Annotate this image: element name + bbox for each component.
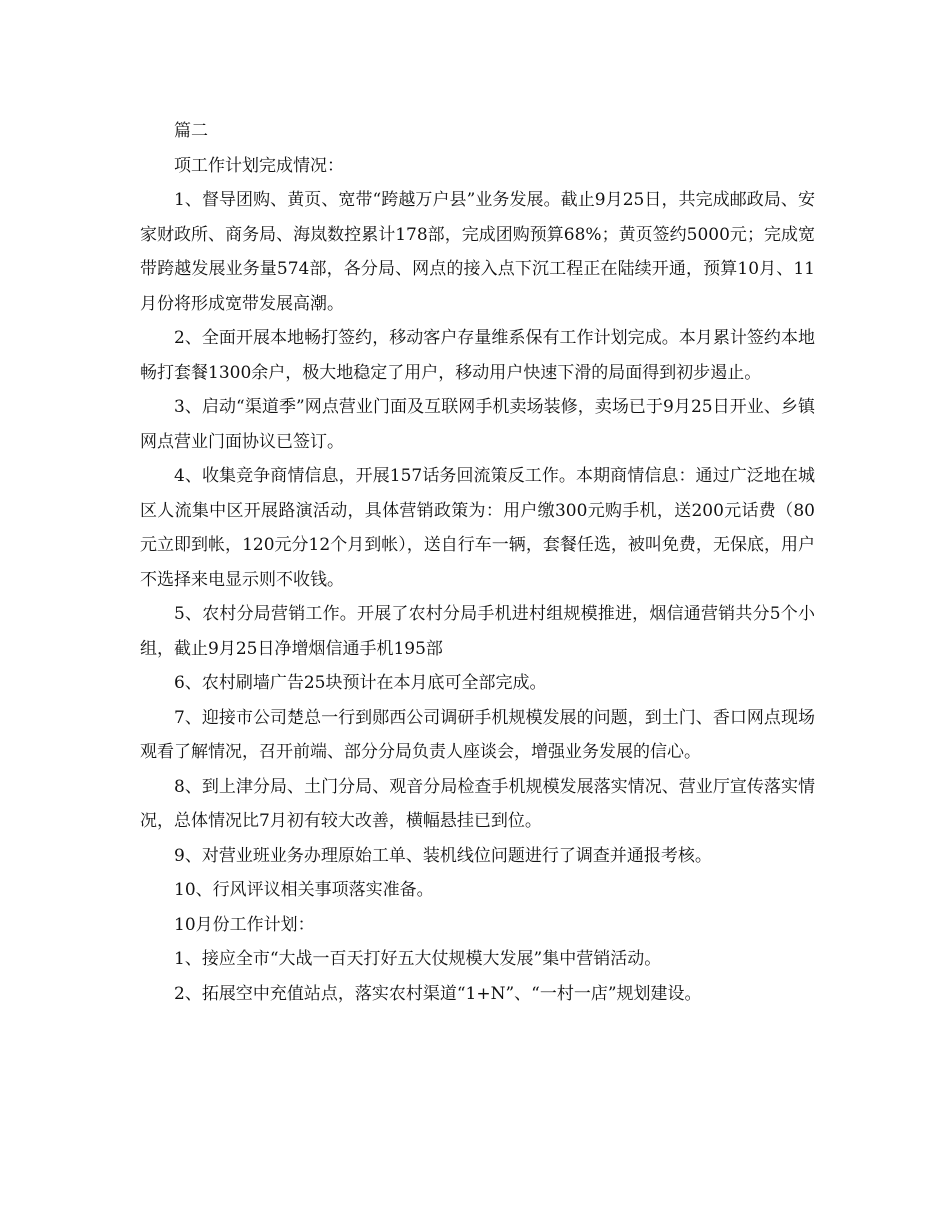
plan-item: 2、拓展空中充值站点，落实农村渠道“1+N”、“一村一店”规划建设。 xyxy=(174,983,702,1004)
plan-heading: 10月份工作计划： xyxy=(174,914,315,935)
completion-heading: 项工作计划完成情况： xyxy=(174,155,344,176)
paragraph-item: 4、收集竞争商情信息，开展157话务回流策反工作。本期商情信息：通过广泛地在城区人流集中区开展路演活动，具体营销政策为：用户缴300元购手机，送200元话费（80元立即到帐，120元分12个月到帐），送自行车一辆，套餐任选，被叫免费，无保底，用户不选择来电显示则不收钱。 xyxy=(140,466,815,590)
paragraph-item: 10、行风评议相关事项落实准备。 xyxy=(174,880,434,900)
paragraph-item: 7、迎接市公司楚总一行到郧西公司调研手机规模发展的问题，到土门、香口网点现场观看了解情况，召开前端、部分分局负责人座谈会，增强业务发展的信心。 xyxy=(140,707,815,762)
document-body xyxy=(140,114,815,1011)
plan-item: 1、接应全市“大战一百天打好五大仗规模大发展”集中营销活动。 xyxy=(174,949,662,969)
paragraph-item: 1、督导团购、黄页、宽带“跨越万户县”业务发展。截止9月25日，共完成邮政局、安家财政所、商务局、海岚数控累计178部，完成团购预算68%；黄页签约5000元；完成宽带跨越发展业务量574部，各分局、网点的接入点下沉工程正在陆续开通，预算10月、11月份将形成宽带发展高潮。 xyxy=(140,190,815,314)
paragraph-item: 8、到上津分局、土门分局、观音分局检查手机规模发展落实情况、营业厅宣传落实情况，总体情况比7月初有较大改善，横幅悬挂已到位。 xyxy=(140,776,815,831)
paragraph-item: 2、全面开展本地畅打签约，移动客户存量维系保有工作计划完成。本月累计签约本地畅打套餐1300余户，极大地稳定了用户，移动用户快速下滑的局面得到初步遏止。 xyxy=(140,328,815,383)
paragraph-item: 5、农村分局营销工作。开展了农村分局手机进村组规模推进，烟信通营销共分5个小组，截止9月25日净增烟信通手机195部 xyxy=(140,604,815,659)
paragraph-item: 6、农村刷墙广告25块预计在本月底可全部完成。 xyxy=(174,673,547,693)
paragraph-item: 3、启动“渠道季”网点营业门面及互联网手机卖场装修，卖场已于9月25日开业、乡镇网点营业门面协议已签订。 xyxy=(140,397,815,452)
section-heading: 篇二 xyxy=(174,121,208,141)
paragraph-item: 9、对营业班业务办理原始工单、装机线位问题进行了调查并通报考核。 xyxy=(174,845,712,866)
